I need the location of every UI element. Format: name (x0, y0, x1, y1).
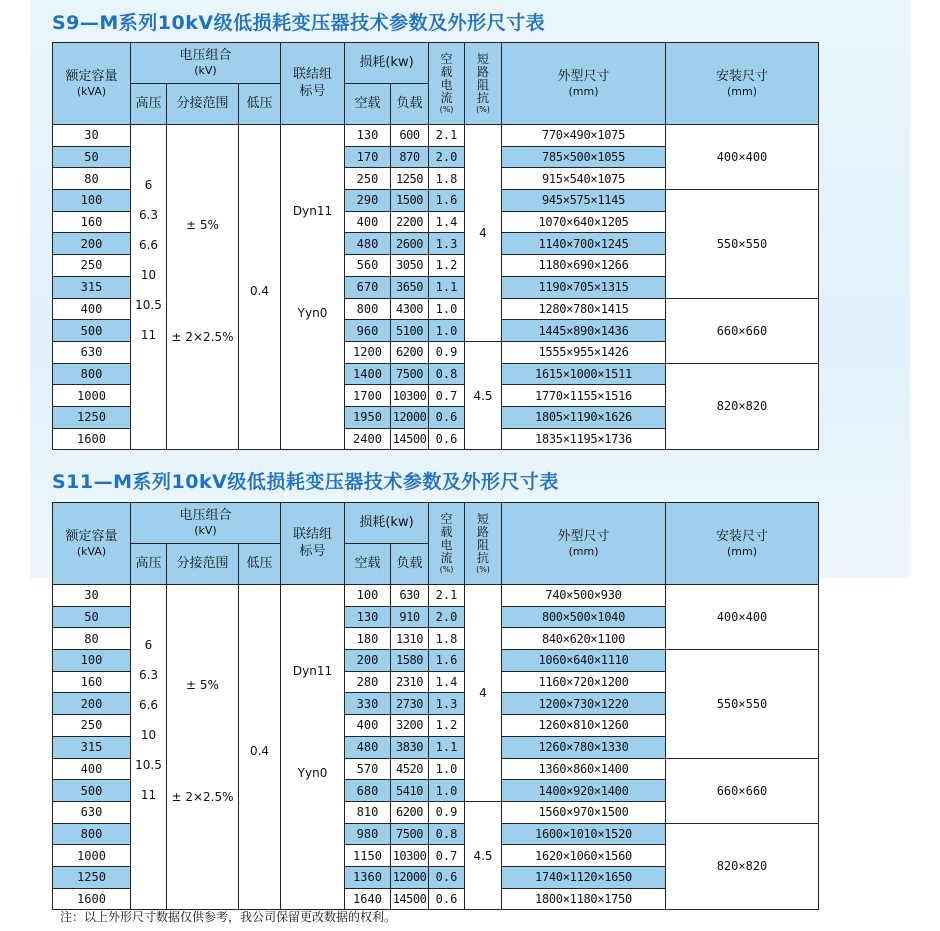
load-loss-cell: 1250 (391, 168, 429, 190)
no-load-loss-cell: 1360 (345, 866, 391, 888)
outline-size-cell: 1400×920×1400 (502, 780, 666, 802)
high-voltage-value: 6.3 (138, 208, 159, 222)
capacity-cell: 30 (53, 585, 131, 607)
outline-size-cell: 1200×730×1220 (502, 693, 666, 715)
no-load-loss-cell: 1700 (345, 385, 391, 407)
no-load-loss-cell: 280 (345, 671, 391, 693)
no-load-loss-cell: 250 (345, 168, 391, 190)
no-load-loss-cell: 1150 (345, 845, 391, 867)
high-voltage-value: 11 (140, 328, 157, 342)
no-load-loss-cell: 170 (345, 146, 391, 168)
high-voltage-stack (131, 585, 166, 801)
connection-group-cell (281, 585, 345, 910)
no-load-current-cell: 0.6 (429, 406, 465, 428)
no-load-current-label: 空载电流 (440, 52, 453, 105)
load-loss-cell: 5100 (391, 320, 429, 342)
outline-size-unit: (mm) (568, 84, 599, 98)
impedance-cell: 4 (465, 585, 502, 802)
tap-range-stack (167, 585, 238, 803)
load-loss-cell: 2600 (391, 233, 429, 255)
capacity-cell: 400 (53, 758, 131, 780)
no-load-loss-cell: 130 (345, 606, 391, 628)
capacity-cell: 200 (53, 233, 131, 255)
no-load-current-cell: 2.1 (429, 585, 465, 607)
capacity-cell: 50 (53, 146, 131, 168)
no-load-loss-cell: 560 (345, 255, 391, 277)
no-load-loss-cell: 1400 (345, 363, 391, 385)
load-loss-cell: 870 (391, 146, 429, 168)
no-load-current-cell: 1.1 (429, 736, 465, 758)
outline-size-cell: 1260×780×1330 (502, 736, 666, 758)
high-voltage-value: 6.3 (138, 668, 159, 682)
load-loss-cell: 12000 (391, 866, 429, 888)
load-loss-cell: 630 (391, 585, 429, 607)
load-loss-cell: 6200 (391, 341, 429, 363)
rated-capacity-label: 额定容量 (65, 68, 118, 84)
voltage-combo-label: 电压组合 (179, 48, 232, 63)
load-loss-cell: 10300 (391, 385, 429, 407)
tap-range-header: 分接范围 (167, 544, 239, 585)
no-load-current-cell: 0.8 (429, 823, 465, 845)
s11-table-title: S11—M系列10kV级低损耗变压器技术参数及外形尺寸表 (52, 471, 559, 493)
no-load-current-cell: 1.6 (429, 650, 465, 672)
tap-range-value: ± 2×2.5% (171, 330, 234, 344)
no-load-current-header (429, 503, 465, 585)
outline-size-cell: 1360×860×1400 (502, 758, 666, 780)
load-loss-cell: 600 (391, 125, 429, 147)
capacity-cell: 400 (53, 298, 131, 320)
no-load-current-cell: 1.0 (429, 780, 465, 802)
outline-size-cell: 1805×1190×1626 (502, 406, 666, 428)
no-load-loss-cell: 290 (345, 190, 391, 212)
tap-range-value: ± 2×2.5% (171, 790, 234, 804)
no-load-loss-cell: 1200 (345, 341, 391, 363)
outline-size-cell: 770×490×1075 (502, 125, 666, 147)
load-loss-cell: 7500 (391, 363, 429, 385)
no-load-current-cell: 1.1 (429, 276, 465, 298)
outline-size-cell: 1615×1000×1511 (502, 363, 666, 385)
rated-capacity-label: 额定容量 (65, 528, 118, 544)
no-load-loss-cell: 800 (345, 298, 391, 320)
outline-size-cell: 1770×1155×1516 (502, 385, 666, 407)
outline-size-cell: 785×500×1055 (502, 146, 666, 168)
capacity-cell: 1000 (53, 385, 131, 407)
voltage-combo-header (131, 43, 281, 84)
high-voltage-value: 6.6 (138, 698, 159, 712)
high-voltage-value: 11 (140, 788, 157, 802)
outline-size-cell: 1560×970×1500 (502, 801, 666, 823)
install-size-cell: 820×820 (666, 823, 819, 910)
load-loss-cell: 1500 (391, 190, 429, 212)
no-load-current-cell: 1.8 (429, 628, 465, 650)
outline-size-cell: 1800×1180×1750 (502, 888, 666, 910)
no-load-loss-cell: 130 (345, 125, 391, 147)
low-voltage-header: 低压 (239, 544, 281, 585)
no-load-current-cell: 0.7 (429, 845, 465, 867)
outline-size-cell: 1280×780×1415 (502, 298, 666, 320)
outline-size-label: 外型尺寸 (557, 68, 610, 84)
short-circuit-impedance-label: 短路阻抗 (476, 512, 489, 565)
table-row (53, 585, 819, 607)
connection-group-header (281, 43, 345, 125)
impedance-cell: 4 (465, 125, 502, 342)
no-load-current-cell: 0.9 (429, 341, 465, 363)
no-load-current-unit: (%) (439, 565, 454, 574)
outline-size-cell: 1620×1060×1560 (502, 845, 666, 867)
no-load-current-cell: 2.0 (429, 146, 465, 168)
outline-size-cell: 1060×640×1110 (502, 650, 666, 672)
rated-capacity-header (53, 43, 131, 125)
load-loss-cell: 3050 (391, 255, 429, 277)
capacity-cell: 630 (53, 341, 131, 363)
capacity-cell: 1250 (53, 866, 131, 888)
high-voltage-value: 10 (140, 268, 157, 282)
outline-size-cell: 1445×890×1436 (502, 320, 666, 342)
load-loss-cell: 4300 (391, 298, 429, 320)
install-size-unit: (mm) (726, 84, 757, 98)
outline-size-cell: 1835×1195×1736 (502, 428, 666, 450)
no-load-current-cell: 1.0 (429, 298, 465, 320)
high-voltage-value: 6 (144, 638, 153, 652)
no-load-current-cell: 1.8 (429, 168, 465, 190)
install-size-label: 安装尺寸 (715, 68, 768, 84)
capacity-cell: 80 (53, 628, 131, 650)
no-load-loss-cell: 570 (345, 758, 391, 780)
install-size-cell: 820×820 (666, 363, 819, 450)
rated-capacity-unit: (kVA) (76, 84, 107, 98)
outline-size-cell: 1600×1010×1520 (502, 823, 666, 845)
outline-size-cell: 740×500×930 (502, 585, 666, 607)
connection-group-cell (281, 125, 345, 450)
load-loss-cell: 1580 (391, 650, 429, 672)
impedance-cell: 4.5 (465, 341, 502, 449)
capacity-cell: 250 (53, 255, 131, 277)
no-load-loss-cell: 960 (345, 320, 391, 342)
load-loss-cell: 3650 (391, 276, 429, 298)
short-circuit-impedance-unit: (%) (476, 565, 490, 574)
load-loss-cell: 910 (391, 606, 429, 628)
tap-range-value: ± 5% (186, 218, 219, 232)
capacity-cell: 800 (53, 823, 131, 845)
load-loss-header: 负载 (391, 544, 429, 585)
no-load-current-cell: 0.7 (429, 385, 465, 407)
capacity-cell: 160 (53, 211, 131, 233)
no-load-current-cell: 0.6 (429, 866, 465, 888)
load-loss-cell: 4520 (391, 758, 429, 780)
no-load-loss-cell: 2400 (345, 428, 391, 450)
high-voltage-header: 高压 (131, 84, 167, 125)
table-row (53, 125, 819, 147)
install-size-cell: 400×400 (666, 125, 819, 190)
high-voltage-cell (131, 585, 167, 910)
no-load-current-cell: 1.2 (429, 255, 465, 277)
no-load-loss-header: 空载 (345, 84, 391, 125)
short-circuit-impedance-label: 短路阻抗 (476, 52, 489, 105)
no-load-current-cell: 1.6 (429, 190, 465, 212)
install-size-cell: 550×550 (666, 190, 819, 298)
capacity-cell: 500 (53, 780, 131, 802)
voltage-unit: (kV) (194, 64, 217, 78)
capacity-cell: 100 (53, 650, 131, 672)
no-load-loss-cell: 480 (345, 736, 391, 758)
install-size-header (666, 43, 819, 125)
outline-size-cell: 840×620×1100 (502, 628, 666, 650)
connection-group-stack (281, 125, 344, 319)
no-load-current-cell: 0.6 (429, 888, 465, 910)
no-load-current-cell: 0.9 (429, 801, 465, 823)
load-loss-cell: 12000 (391, 406, 429, 428)
capacity-cell: 250 (53, 715, 131, 737)
connection-group-label: 联结组标号 (292, 67, 332, 99)
no-load-current-cell: 1.0 (429, 320, 465, 342)
connection-group-header (281, 503, 345, 585)
loss-header: 损耗(kw) (345, 503, 429, 544)
no-load-loss-cell: 200 (345, 650, 391, 672)
capacity-cell: 30 (53, 125, 131, 147)
short-circuit-impedance-unit: (%) (476, 105, 490, 114)
no-load-current-cell: 1.0 (429, 758, 465, 780)
no-load-current-cell: 1.2 (429, 715, 465, 737)
load-loss-cell: 2310 (391, 671, 429, 693)
outline-size-cell: 1180×690×1266 (502, 255, 666, 277)
high-voltage-cell (131, 125, 167, 450)
install-size-cell: 660×660 (666, 758, 819, 823)
tap-range-value: ± 5% (186, 678, 219, 692)
load-loss-cell: 2730 (391, 693, 429, 715)
no-load-loss-cell: 480 (345, 233, 391, 255)
capacity-cell: 1250 (53, 406, 131, 428)
no-load-loss-cell: 330 (345, 693, 391, 715)
footnote: 注：以上外形尺寸数据仅供参考，我公司保留更改数据的权利。 (60, 910, 397, 924)
no-load-current-header (429, 43, 465, 125)
load-loss-cell: 14500 (391, 888, 429, 910)
no-load-loss-cell: 1640 (345, 888, 391, 910)
capacity-cell: 1000 (53, 845, 131, 867)
connection-group-value: Yyn0 (297, 306, 328, 320)
no-load-current-cell: 1.3 (429, 233, 465, 255)
low-voltage-header: 低压 (239, 84, 281, 125)
install-size-cell: 550×550 (666, 650, 819, 758)
tap-range-cell (167, 585, 239, 910)
capacity-cell: 315 (53, 736, 131, 758)
s9-table-title: S9—M系列10kV级低损耗变压器技术参数及外形尺寸表 (52, 12, 546, 34)
outline-size-header (502, 43, 666, 125)
capacity-cell: 160 (53, 671, 131, 693)
load-loss-cell: 5410 (391, 780, 429, 802)
s11-spec-table (52, 502, 819, 910)
load-loss-cell: 7500 (391, 823, 429, 845)
tap-range-stack (167, 125, 238, 343)
s9-spec-table (52, 42, 819, 450)
outline-size-cell: 945×575×1145 (502, 190, 666, 212)
outline-size-cell: 1190×705×1315 (502, 276, 666, 298)
no-load-current-unit: (%) (439, 105, 454, 114)
capacity-cell: 315 (53, 276, 131, 298)
rated-capacity-header (53, 503, 131, 585)
header-row (53, 43, 819, 84)
install-size-unit: (mm) (726, 544, 757, 558)
capacity-cell: 500 (53, 320, 131, 342)
outline-size-cell: 1160×720×1200 (502, 671, 666, 693)
no-load-loss-cell: 180 (345, 628, 391, 650)
load-loss-cell: 10300 (391, 845, 429, 867)
no-load-loss-cell: 1950 (345, 406, 391, 428)
no-load-loss-cell: 680 (345, 780, 391, 802)
low-voltage-cell: 0.4 (239, 125, 281, 450)
capacity-cell: 50 (53, 606, 131, 628)
no-load-current-cell: 2.0 (429, 606, 465, 628)
connection-group-stack (281, 585, 344, 779)
outline-size-cell: 915×540×1075 (502, 168, 666, 190)
no-load-loss-cell: 980 (345, 823, 391, 845)
connection-group-value: Dyn11 (292, 664, 333, 678)
high-voltage-stack (131, 125, 166, 341)
load-loss-cell: 6200 (391, 801, 429, 823)
outline-size-header (502, 503, 666, 585)
connection-group-value: Dyn11 (292, 204, 333, 218)
capacity-cell: 100 (53, 190, 131, 212)
no-load-current-cell: 0.6 (429, 428, 465, 450)
no-load-loss-cell: 670 (345, 276, 391, 298)
capacity-cell: 200 (53, 693, 131, 715)
outline-size-cell: 1070×640×1205 (502, 211, 666, 233)
rated-capacity-unit: (kVA) (76, 544, 107, 558)
capacity-cell: 1600 (53, 888, 131, 910)
no-load-loss-cell: 400 (345, 211, 391, 233)
no-load-loss-header: 空载 (345, 544, 391, 585)
no-load-current-cell: 2.1 (429, 125, 465, 147)
header-row (53, 503, 819, 544)
low-voltage-cell: 0.4 (239, 585, 281, 910)
voltage-unit: (kV) (194, 524, 217, 538)
voltage-combo-label: 电压组合 (179, 508, 232, 523)
high-voltage-header: 高压 (131, 544, 167, 585)
capacity-cell: 1600 (53, 428, 131, 450)
no-load-loss-cell: 400 (345, 715, 391, 737)
capacity-cell: 630 (53, 801, 131, 823)
no-load-loss-cell: 810 (345, 801, 391, 823)
no-load-current-cell: 1.3 (429, 693, 465, 715)
high-voltage-value: 10.5 (135, 758, 162, 772)
outline-size-unit: (mm) (568, 544, 599, 558)
outline-size-label: 外型尺寸 (557, 528, 610, 544)
high-voltage-value: 10.5 (135, 298, 162, 312)
short-circuit-impedance-header (465, 503, 502, 585)
high-voltage-value: 6.6 (138, 238, 159, 252)
connection-group-value: Yyn0 (297, 766, 328, 780)
impedance-cell: 4.5 (465, 801, 502, 909)
tap-range-header: 分接范围 (167, 84, 239, 125)
install-size-label: 安装尺寸 (715, 528, 768, 544)
no-load-current-label: 空载电流 (440, 512, 453, 565)
load-loss-cell: 1310 (391, 628, 429, 650)
tap-range-cell (167, 125, 239, 450)
load-loss-cell: 3200 (391, 715, 429, 737)
no-load-current-cell: 0.8 (429, 363, 465, 385)
loss-header: 损耗(kw) (345, 43, 429, 84)
capacity-cell: 800 (53, 363, 131, 385)
outline-size-cell: 1260×810×1260 (502, 715, 666, 737)
capacity-cell: 80 (53, 168, 131, 190)
install-size-header (666, 503, 819, 585)
short-circuit-impedance-header (465, 43, 502, 125)
voltage-combo-header (131, 503, 281, 544)
load-loss-header: 负载 (391, 84, 429, 125)
high-voltage-value: 10 (140, 728, 157, 742)
load-loss-cell: 2200 (391, 211, 429, 233)
no-load-current-cell: 1.4 (429, 671, 465, 693)
outline-size-cell: 1140×700×1245 (502, 233, 666, 255)
install-size-cell: 660×660 (666, 298, 819, 363)
outline-size-cell: 1555×955×1426 (502, 341, 666, 363)
no-load-current-cell: 1.4 (429, 211, 465, 233)
outline-size-cell: 800×500×1040 (502, 606, 666, 628)
outline-size-cell: 1740×1120×1650 (502, 866, 666, 888)
load-loss-cell: 3830 (391, 736, 429, 758)
install-size-cell: 400×400 (666, 585, 819, 650)
high-voltage-value: 6 (144, 178, 153, 192)
load-loss-cell: 14500 (391, 428, 429, 450)
no-load-loss-cell: 100 (345, 585, 391, 607)
connection-group-label: 联结组标号 (292, 527, 332, 559)
